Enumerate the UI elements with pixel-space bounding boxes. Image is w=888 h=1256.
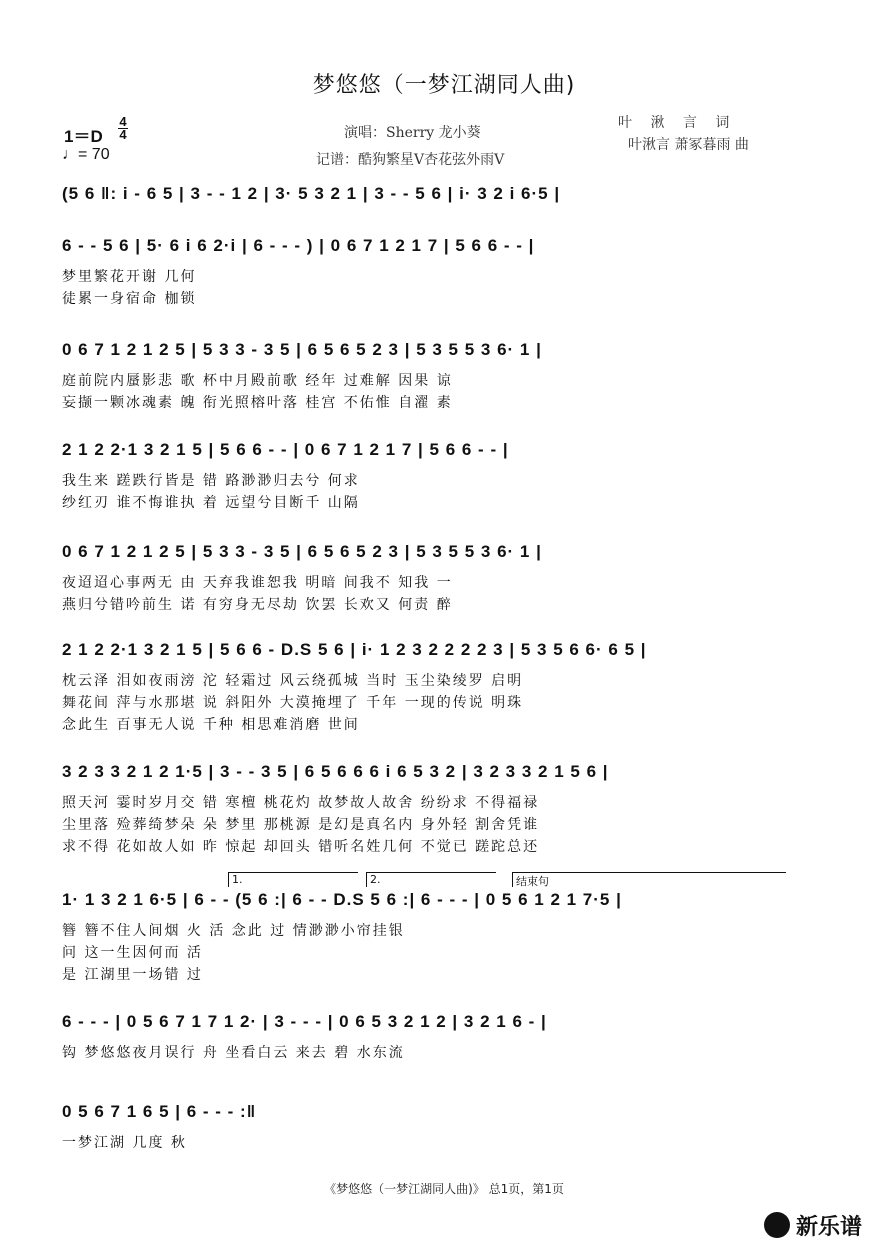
time-signature [118, 116, 128, 141]
lyric-line: 枕云泽 泪如夜雨滂 沱 轻霜过 风云绕孤城 当时 玉尘染绫罗 启明 [62, 673, 524, 689]
page-footer: 《梦悠悠（一梦江湖同人曲)》 总1页，第1页 [324, 1182, 564, 1196]
note-line: 1· 1 3 2 1 6·5 | 6 - - (5 6 :| 6 - - D.S 5 6 :| 6 - - - | 0 5 6 1 2 1 7·5 | [62, 890, 622, 909]
lyric-line: 妄撷一颗冰魂素 魄 衔光照榕叶落 桂宫 不佑惟 自濯 素 [62, 395, 453, 411]
lyric-line: 一梦江湖 几度 秋 [62, 1135, 187, 1151]
lyric-line: 簪 簪不住人间烟 火 活 念此 过 情渺渺小帘挂银 [62, 923, 405, 939]
volta-bracket: 结束句 [512, 872, 786, 887]
note-line: (5 6 ‖: i - 6 5 | 3 - - 1 2 | 3· 5 3 2 1 | 3 - - 5 6 | i· 3 2 i 6·5 | [62, 184, 561, 203]
lyric-line: 燕归兮错吟前生 诺 有穷身无尽劫 饮罢 长欢又 何责 醉 [62, 597, 453, 613]
time-sig-top: 4 [119, 114, 127, 129]
time-sig-bottom: 4 [119, 127, 127, 142]
lyric-line: 我生来 蹉跌行皆是 错 路渺渺归去兮 何求 [62, 473, 360, 489]
lyric-line: 念此生 百事无人说 千种 相思难消磨 世间 [62, 717, 360, 733]
key-signature: 1＝D [64, 127, 103, 146]
note-line: 0 6 7 1 2 1 2 5 | 5 3 3 - 3 5 | 6 5 6 5 2 3 | 5 3 5 5 3 6· 1 | [62, 340, 542, 359]
transcriber-credit: 记谱：酷狗繁星V杏花弦外雨V [316, 152, 505, 168]
tempo-mark: ♩= 70 [62, 146, 110, 163]
lyric-line: 照天河 霎时岁月交 错 寒檀 桃花灼 故梦故人故舍 纷纷求 不得福禄 [62, 795, 540, 811]
page-title: 梦悠悠（一梦江湖同人曲) [312, 73, 576, 98]
lyric-line: 是 江湖里一场错 过 [62, 967, 203, 983]
lyric-line: 尘里落 殓葬绮梦朵 朵 梦里 那桃源 是幻是真名内 身外轻 割舍凭谁 [62, 817, 540, 833]
note-line: 2 1 2 2·1 3 2 1 5 | 5 6 6 - - | 0 6 7 1 2 1 7 | 5 6 6 - - | [62, 440, 509, 459]
lyricist-credit: 叶 湫 言 词 [618, 115, 730, 131]
composer-credit: 叶湫言 萧冢暮雨 曲 [628, 137, 749, 153]
performer-credit: 演唱：Sherry 龙小葵 [344, 125, 481, 141]
lyric-line: 庭前院内蜃影悲 歌 杯中月殿前歌 经年 过难解 因果 谅 [62, 373, 453, 389]
note-line: 6 - - - | 0 5 6 7 1 7 1 2· | 3 - - - | 0 6 5 3 2 1 2 | 3 2 1 6 - | [62, 1012, 547, 1031]
volta-bracket: 1. [228, 872, 358, 887]
lyric-line: 梦里繁花开谢 几何 [62, 269, 197, 285]
lyric-line: 纱红刃 谁不悔谁执 着 远望兮目断千 山隔 [62, 495, 360, 511]
lyric-line: 徒累一身宿命 枷锁 [62, 291, 197, 307]
note-line: 0 5 6 7 1 6 5 | 6 - - - :‖ [62, 1102, 257, 1121]
note-line: 2 1 2 2·1 3 2 1 5 | 5 6 6 - D.S 5 6 | i· 1 2 3 2 2 2 2 3 | 5 3 5 6 6· 6 5 | [62, 640, 647, 659]
lyric-line: 钩 梦悠悠夜月误行 舟 坐看白云 来去 碧 水东流 [62, 1045, 405, 1061]
lyric-line: 问 这一生因何而 活 [62, 945, 203, 961]
note-line: 0 6 7 1 2 1 2 5 | 5 3 3 - 3 5 | 6 5 6 5 2 3 | 5 3 5 5 3 6· 1 | [62, 542, 542, 561]
lyric-line: 夜迢迢心事两无 由 天弃我谁恕我 明暗 间我不 知我 一 [62, 575, 453, 591]
volta-bracket: 2. [366, 872, 496, 887]
record-icon [764, 1212, 790, 1238]
note-line: 6 - - 5 6 | 5· 6 i 6 2·i | 6 - - - ) | 0 6 7 1 2 1 7 | 5 6 6 - - | [62, 236, 535, 255]
brand-logo-text: 新乐谱 [796, 1215, 863, 1240]
note-line: 3 2 3 3 2 1 2 1·5 | 3 - - 3 5 | 6 5 6 6 6 i 6 5 3 2 | 3 2 3 3 2 1 5 6 | [62, 762, 609, 781]
lyric-line: 舞花间 萍与水那堪 说 斜阳外 大漠掩埋了 千年 一现的传说 明珠 [62, 695, 524, 711]
lyric-line: 求不得 花如故人如 昨 惊起 却回头 错听名姓几何 不觉已 蹉跎总还 [62, 839, 540, 855]
